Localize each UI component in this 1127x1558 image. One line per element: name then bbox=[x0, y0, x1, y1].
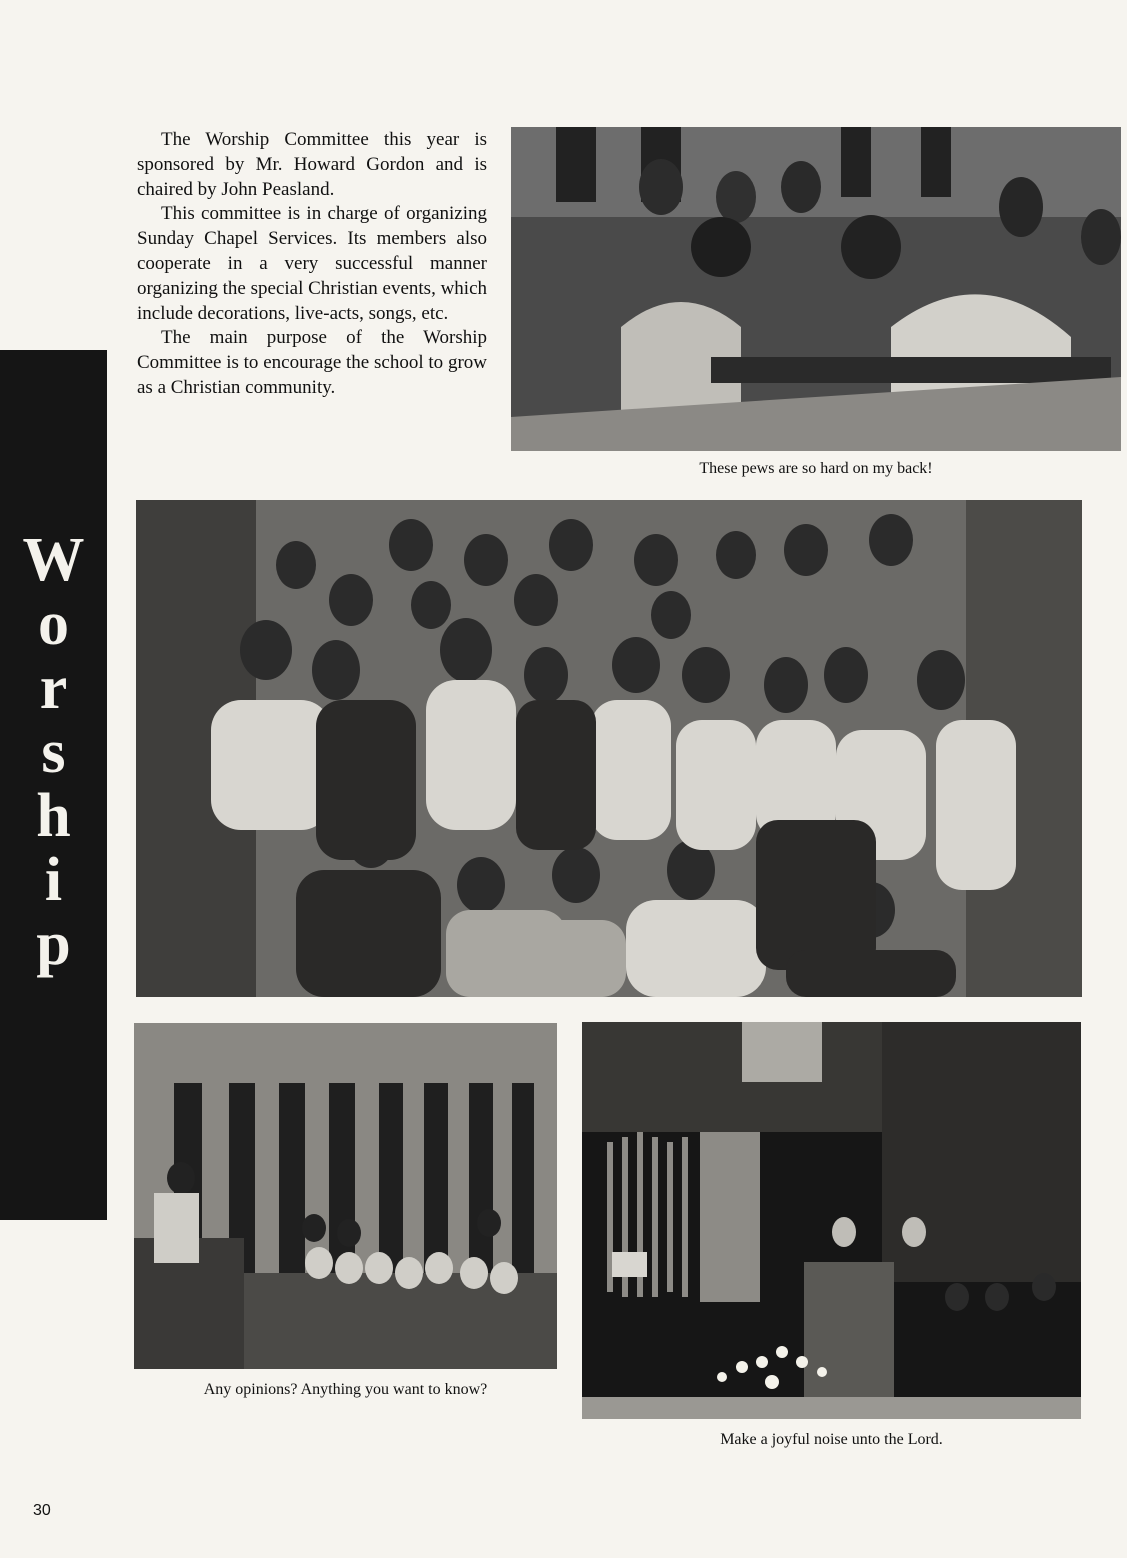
intro-paragraph: This committee is in charge of organizing Sunday Chapel Services. Its members also cooperate in a very successful manner organizing the special Christian events, which include decorations, live-acts, songs, etc. bbox=[137, 203, 488, 324]
photo-service bbox=[582, 1022, 1081, 1419]
title-letter: W bbox=[22, 526, 85, 594]
intro-paragraph: The Worship Committee this year is sponsored by Mr. Howard Gordon and is chaired by John Peasland. bbox=[137, 129, 487, 200]
section-title-sidebar bbox=[0, 350, 107, 1220]
intro-text bbox=[137, 128, 487, 401]
caption-meeting: Any opinions? Anything you want to know? bbox=[203, 1381, 488, 1398]
page-number: 30 bbox=[33, 1502, 51, 1519]
photo-pews-image bbox=[511, 127, 1121, 451]
photo-pews bbox=[511, 127, 1121, 451]
title-letter: s bbox=[41, 718, 66, 786]
photo-meeting-image bbox=[134, 1023, 557, 1369]
photo-group bbox=[136, 500, 1082, 997]
photo-group-image bbox=[136, 500, 1082, 997]
caption-service: Make a joyful noise unto the Lord. bbox=[720, 1431, 943, 1448]
title-letter: i bbox=[44, 846, 63, 914]
title-letter: r bbox=[39, 654, 68, 722]
title-letter: p bbox=[36, 910, 71, 978]
intro-paragraph: The main purpose of the Worship Committee is to encourage the school to grow as a Christian community. bbox=[137, 327, 487, 398]
title-letter: h bbox=[36, 782, 71, 850]
photo-meeting bbox=[134, 1023, 557, 1369]
caption-pews: These pews are so hard on my back! bbox=[699, 460, 933, 477]
title-letter: o bbox=[38, 590, 69, 658]
photo-service-image bbox=[582, 1022, 1081, 1419]
